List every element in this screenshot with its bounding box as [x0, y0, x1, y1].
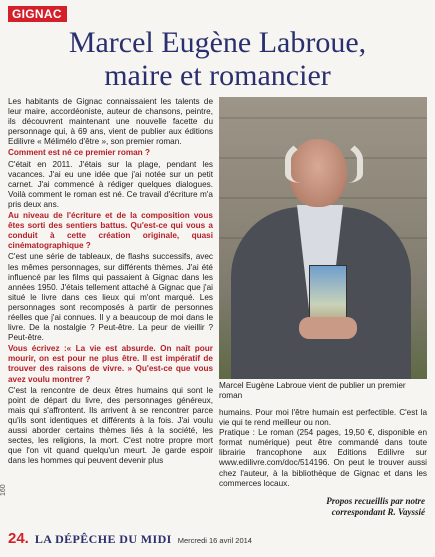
page-number: 24.: [8, 530, 29, 547]
page-footer: [8, 530, 427, 546]
author-photo: [219, 97, 427, 379]
headline-line-2: maire et romancier: [104, 59, 331, 92]
credit-line-1: Propos recueillis par notre: [326, 496, 425, 506]
answer-1: C'était en 2011. J'étais sur la plage, pendant les vacances. J'ai eu une idée que j'ai notée sur un petit carnet. J'ai commencé à rédiger quelques dialogues. Voilà comment le roman est né. Ce travail d'écriture m'a pris deux ans.: [8, 159, 213, 209]
answer-3-continued: humains. Pour moi l'être humain est perfectible. C'est la vie qui te rend meilleur ou non.: [219, 408, 427, 428]
question-2: Au niveau de l'écriture et de la composition vous êtes sorti des sentiers battus. Qu'est-ce qui vous a conduit à cette création originale, quasi cinématographique ?: [8, 211, 213, 251]
man-hair: [285, 137, 363, 183]
credit-line-2: correspondant R. Vayssié: [331, 506, 425, 517]
intro-paragraph: Les habitants de Gignac connaissaient les talents de leur maire, accordéoniste, auteur de chansons, peintre, ils découvrent maintenant une nouvelle facette du personnage qui, à 69 ans, vient de publier aux éditions Edilivre « Mélimélo d'être », son premier roman.: [8, 97, 213, 147]
man-hands: [299, 317, 357, 339]
author-credit: [225, 496, 425, 517]
article-right-column: [219, 408, 427, 489]
question-3: Vous écrivez :« La vie est absurde. On naît pour mourir, on est pour ne plus être. Il est impératif de trouver des raisons de vivre. » Qu'est-ce que vous avez voulu montrer ?: [8, 344, 213, 384]
photo-caption: Marcel Eugène Labroue vient de publier un premier roman: [219, 381, 406, 400]
answer-2: C'est une série de tableaux, de flashs successifs, avec les mêmes personnages, sur différents thèmes. J'ai été influencé par les films qui passaient à Gignac dans les années 1950. J'étais tellement attaché à Gignac que j'ai situé le livre dans ces lieux qui m'ont marqué. Les personnages sont recomposés à partir de personnes réelles que j'ai connues. Il y a beaucoup de moi dans le livre. De la nostalgie ? Peut-être. La peur de vieillir ? Peut-être.: [8, 252, 213, 343]
practical-info: Pratique : Le roman (254 pages, 19,50 €, disponible en format numérique) peut être commandé dans toute librairie francophone aux Editions Edilivre sur www.edilivre.com/doc/514196. On peut le trouver aussi chez l'auteur, à la bibliothèque de Gignac et dans les commerces locaux.: [219, 428, 427, 488]
question-1: Comment est né ce premier roman ?: [8, 148, 150, 158]
newspaper-name: LA DÉPÊCHE DU MIDI: [34, 532, 172, 546]
headline-line-1: Marcel Eugène Labroue,: [68, 26, 367, 59]
section-tag: GIGNAC: [8, 6, 67, 22]
article-left-column: [8, 97, 213, 467]
answer-3: C'est la rencontre de deux êtres humains qui sont le point de départ du livre, des personnages généreux, mais qui s'affrontent. Ils arrivent à se rencontrer parce qu'ils sont identiques et différents à la fois. J'ai voulu aussi aborder certains thèmes liés à la société, les sectes, les religions, la mort. C'est notre propre mort que l'on vit quand quelqu'un meurt. Je garde espoir dans les hommes qui peuvent devenir plus: [8, 385, 213, 466]
publication-date: Mercredi 16 avril 2014: [177, 536, 252, 545]
side-code: 160: [0, 484, 7, 496]
